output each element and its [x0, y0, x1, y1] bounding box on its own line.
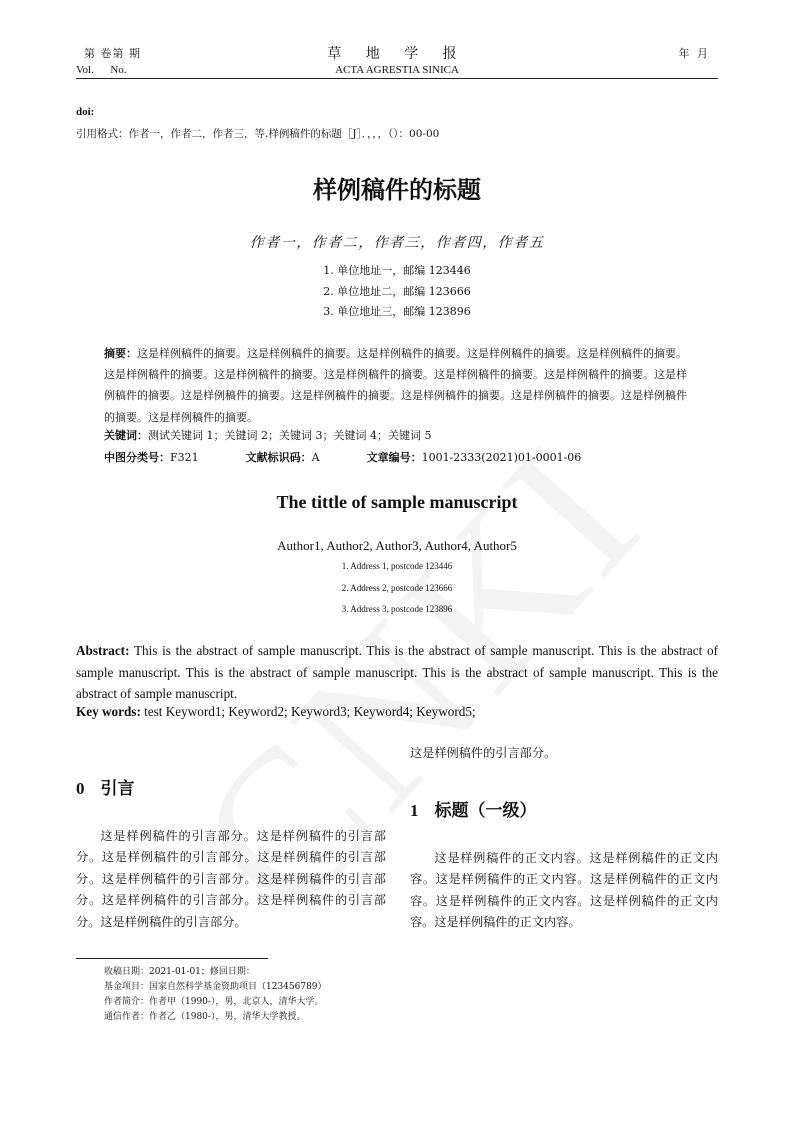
section-1-body: 这是样例稿件的正文内容。这是样例稿件的正文内容。这是样例稿件的正文内容。这是样例稿件的正文内容。这是样例稿件的正文内容。这是样例稿件的正文内容。这是样例稿件的正文内容。	[410, 851, 718, 930]
footnote-rule	[76, 958, 268, 959]
header-volume: Vol. No.	[76, 64, 127, 76]
abstract-en-label: Abstract:	[76, 643, 130, 658]
article-no-label: 文章编号：	[366, 451, 422, 464]
footnote-corresponding: 通信作者：作者乙（1980-），男，清华大学教授。	[104, 1012, 306, 1022]
footnote-received: 收稿日期：2021-01-01；修回日期：	[104, 967, 255, 977]
address-en-1: 1. Address 1, postcode 123446	[341, 561, 453, 571]
keywords-en-label: Key words:	[76, 704, 141, 719]
article-no-value: 1001-2333(2021)01-0001-06	[421, 451, 582, 464]
keywords-en-text: test Keyword1; Keyword2; Keyword3; Keyword4; Keyword5;	[140, 704, 476, 719]
section-1-number: 1	[410, 801, 419, 820]
header-rule	[76, 78, 718, 79]
citation-format: 引用格式：作者一，作者二，作者三，等.样例稿件的标题［J］．，，，（）：00-00	[76, 128, 440, 140]
keywords-cn-label: 关键词：	[104, 429, 148, 442]
title-en: The tittle of sample manuscript	[276, 492, 518, 512]
authors-cn: 作者一，作者二，作者三，作者四，作者五	[249, 235, 545, 251]
header-date: 年 月	[678, 47, 710, 60]
classification-line	[104, 449, 581, 465]
header-issue: 第 卷第 期	[84, 47, 141, 60]
abstract-cn-label: 摘要：	[104, 347, 137, 360]
section-0-body: 这是样例稿件的引言部分。这是样例稿件的引言部分。这是样例稿件的引言部分。这是样例稿件的引言部分。这是样例稿件的引言部分。这是样例稿件的引言部分。这是样例稿件的引言部分。这是样例稿件的引言部分。这是样例稿件的引言部分。	[76, 829, 386, 929]
abstract-cn	[104, 343, 692, 428]
footnote-author-bio: 作者简介：作者甲（1990-），男，北京人，清华大学。	[104, 997, 324, 1007]
address-en-2: 2. Address 2, postcode 123666	[341, 583, 453, 593]
section-1-title: 标题（一级）	[434, 801, 537, 821]
keywords-cn	[104, 427, 431, 443]
section-1-heading	[410, 796, 718, 821]
doi-label: doi:	[76, 106, 95, 118]
doc-code-label: 文献标识码：	[245, 451, 312, 464]
footnotes	[104, 965, 327, 1025]
clc-label: 中图分类号：	[104, 451, 170, 464]
abstract-en	[76, 640, 718, 705]
address-cn-2: 2. 单位地址二，邮编 123666	[323, 285, 471, 298]
title-cn: 样例稿件的标题	[313, 176, 481, 204]
address-en-3: 3. Address 3, postcode 123896	[341, 604, 453, 614]
keywords-en	[76, 704, 476, 720]
header-journal-cn: 草 地 学 报	[327, 46, 467, 62]
header-journal-en: ACTA AGRESTIA SINICA	[335, 64, 459, 76]
address-cn-3: 3. 单位地址三，邮编 123896	[323, 305, 471, 318]
keywords-cn-text: 测试关键词 1；关键词 2；关键词 3；关键词 4；关键词 5	[148, 429, 432, 442]
section-0-heading	[76, 774, 386, 799]
section-0-number: 0	[76, 779, 85, 798]
abstract-en-text: This is the abstract of sample manuscript. This is the abstract of sample manuscript. This is the abstract of sample manuscript. This is the abstract of sample manuscript. This is the abstract of sample manuscript. This is the abstract of sample manuscript.	[76, 643, 718, 701]
footnote-funding: 基金项目：国家自然科学基金资助项目（123456789）	[104, 982, 327, 992]
doc-code-value: A	[311, 451, 320, 464]
authors-en: Author1, Author2, Author3, Author4, Author5	[277, 538, 517, 553]
section-0-title: 引言	[100, 779, 135, 799]
address-cn-1: 1. 单位地址一，邮编 123446	[323, 264, 471, 277]
clc-value: F321	[170, 451, 199, 464]
section-0-continued: 这是样例稿件的引言部分。	[410, 746, 557, 760]
abstract-cn-text: 这是样例稿件的摘要。这是样例稿件的摘要。这是样例稿件的摘要。这是样例稿件的摘要。这是样例稿件的摘要。这是样例稿件的摘要。这是样例稿件的摘要。这是样例稿件的摘要。这是样例稿件的摘要。这是样例稿件的摘要。这是样例稿件的摘要。这是样例稿件的摘要。这是样例稿件的摘要。这是样例稿件的摘要。这是样例稿件的摘要。这是样例稿件的摘要。这是样例稿件的摘要。	[104, 347, 687, 424]
